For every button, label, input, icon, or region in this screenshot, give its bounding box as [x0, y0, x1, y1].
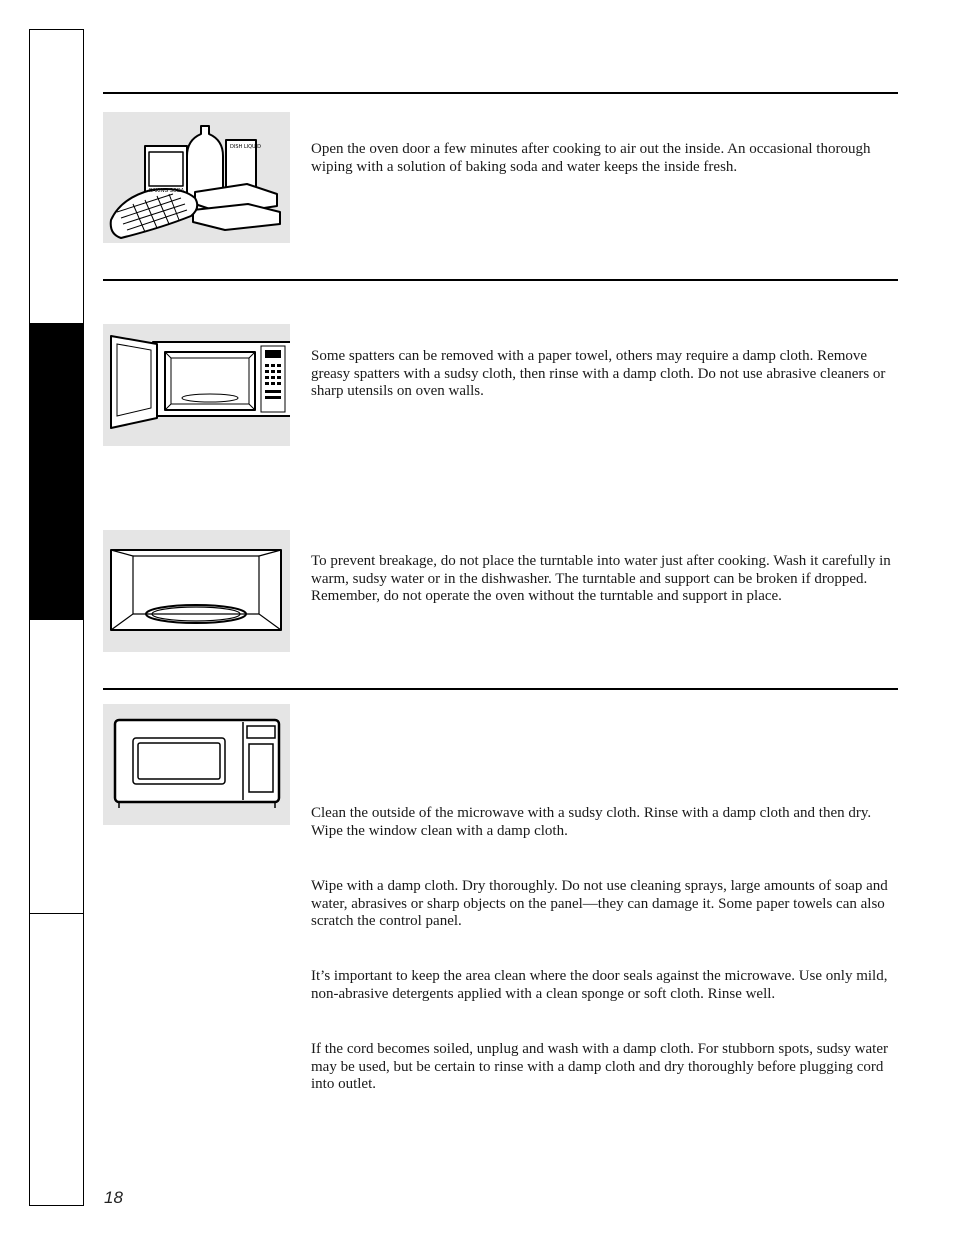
section-rule [103, 92, 898, 94]
turntable-icon [103, 530, 290, 652]
svg-text:DISH LIQUID: DISH LIQUID [230, 144, 262, 150]
cleaning-supplies-icon [103, 112, 290, 243]
interior-odor-text: Open the oven door a few minutes after cooking to air out the inside. An occasional thorough wiping with a solution of baking soda and water keeps the inside fresh. [311, 141, 871, 175]
page-number: 18 [104, 1188, 123, 1207]
svg-text:BAKING SODA: BAKING SODA [149, 188, 185, 194]
turntable-text: To prevent breakage, do not place the turntable into water just after cooking. Wash it carefully in warm, sudsy water or in the dishwasher. The turntable and support can be broken if dropped. Remember, do not operate the oven without the turntable and support in place. [311, 553, 891, 605]
section-sidebar [29, 29, 84, 1206]
sidebar-divider [30, 913, 83, 914]
section-rule [103, 688, 898, 690]
open-microwave-icon [103, 324, 290, 446]
section-rule [103, 279, 898, 281]
exterior-case-text: Clean the outside of the microwave with a sudsy cloth. Rinse with a damp cloth and then dry. Wipe the window clean with a damp cloth. [311, 805, 872, 839]
control-panel-text: Wipe with a damp cloth. Dry thoroughly. Do not use cleaning sprays, large amounts of soap and water, abrasives or sharp objects on the panel—they can damage it. Some paper towels can also scratch the control panel. [311, 878, 888, 930]
walls-text: Some spatters can be removed with a paper towel, others may require a damp cloth. Remove greasy spatters with a sudsy cloth, then rinse with a damp cloth. Do not use abrasive cleaners or sharp utensils on oven walls. [311, 348, 886, 400]
power-cord-text: If the cord becomes soiled, unplug and wash with a damp cloth. For stubborn spots, sudsy water may be used, but be certain to rinse with a damp cloth and dry thoroughly before plugging cord into outlet. [311, 1041, 888, 1093]
closed-microwave-icon [103, 704, 290, 825]
sidebar-active-tab [29, 323, 84, 620]
door-seal-text: It’s important to keep the area clean where the door seals against the microwave. Use only mild, non-abrasive detergents applied with a clean sponge or soft cloth. Rinse well. [311, 968, 888, 1002]
